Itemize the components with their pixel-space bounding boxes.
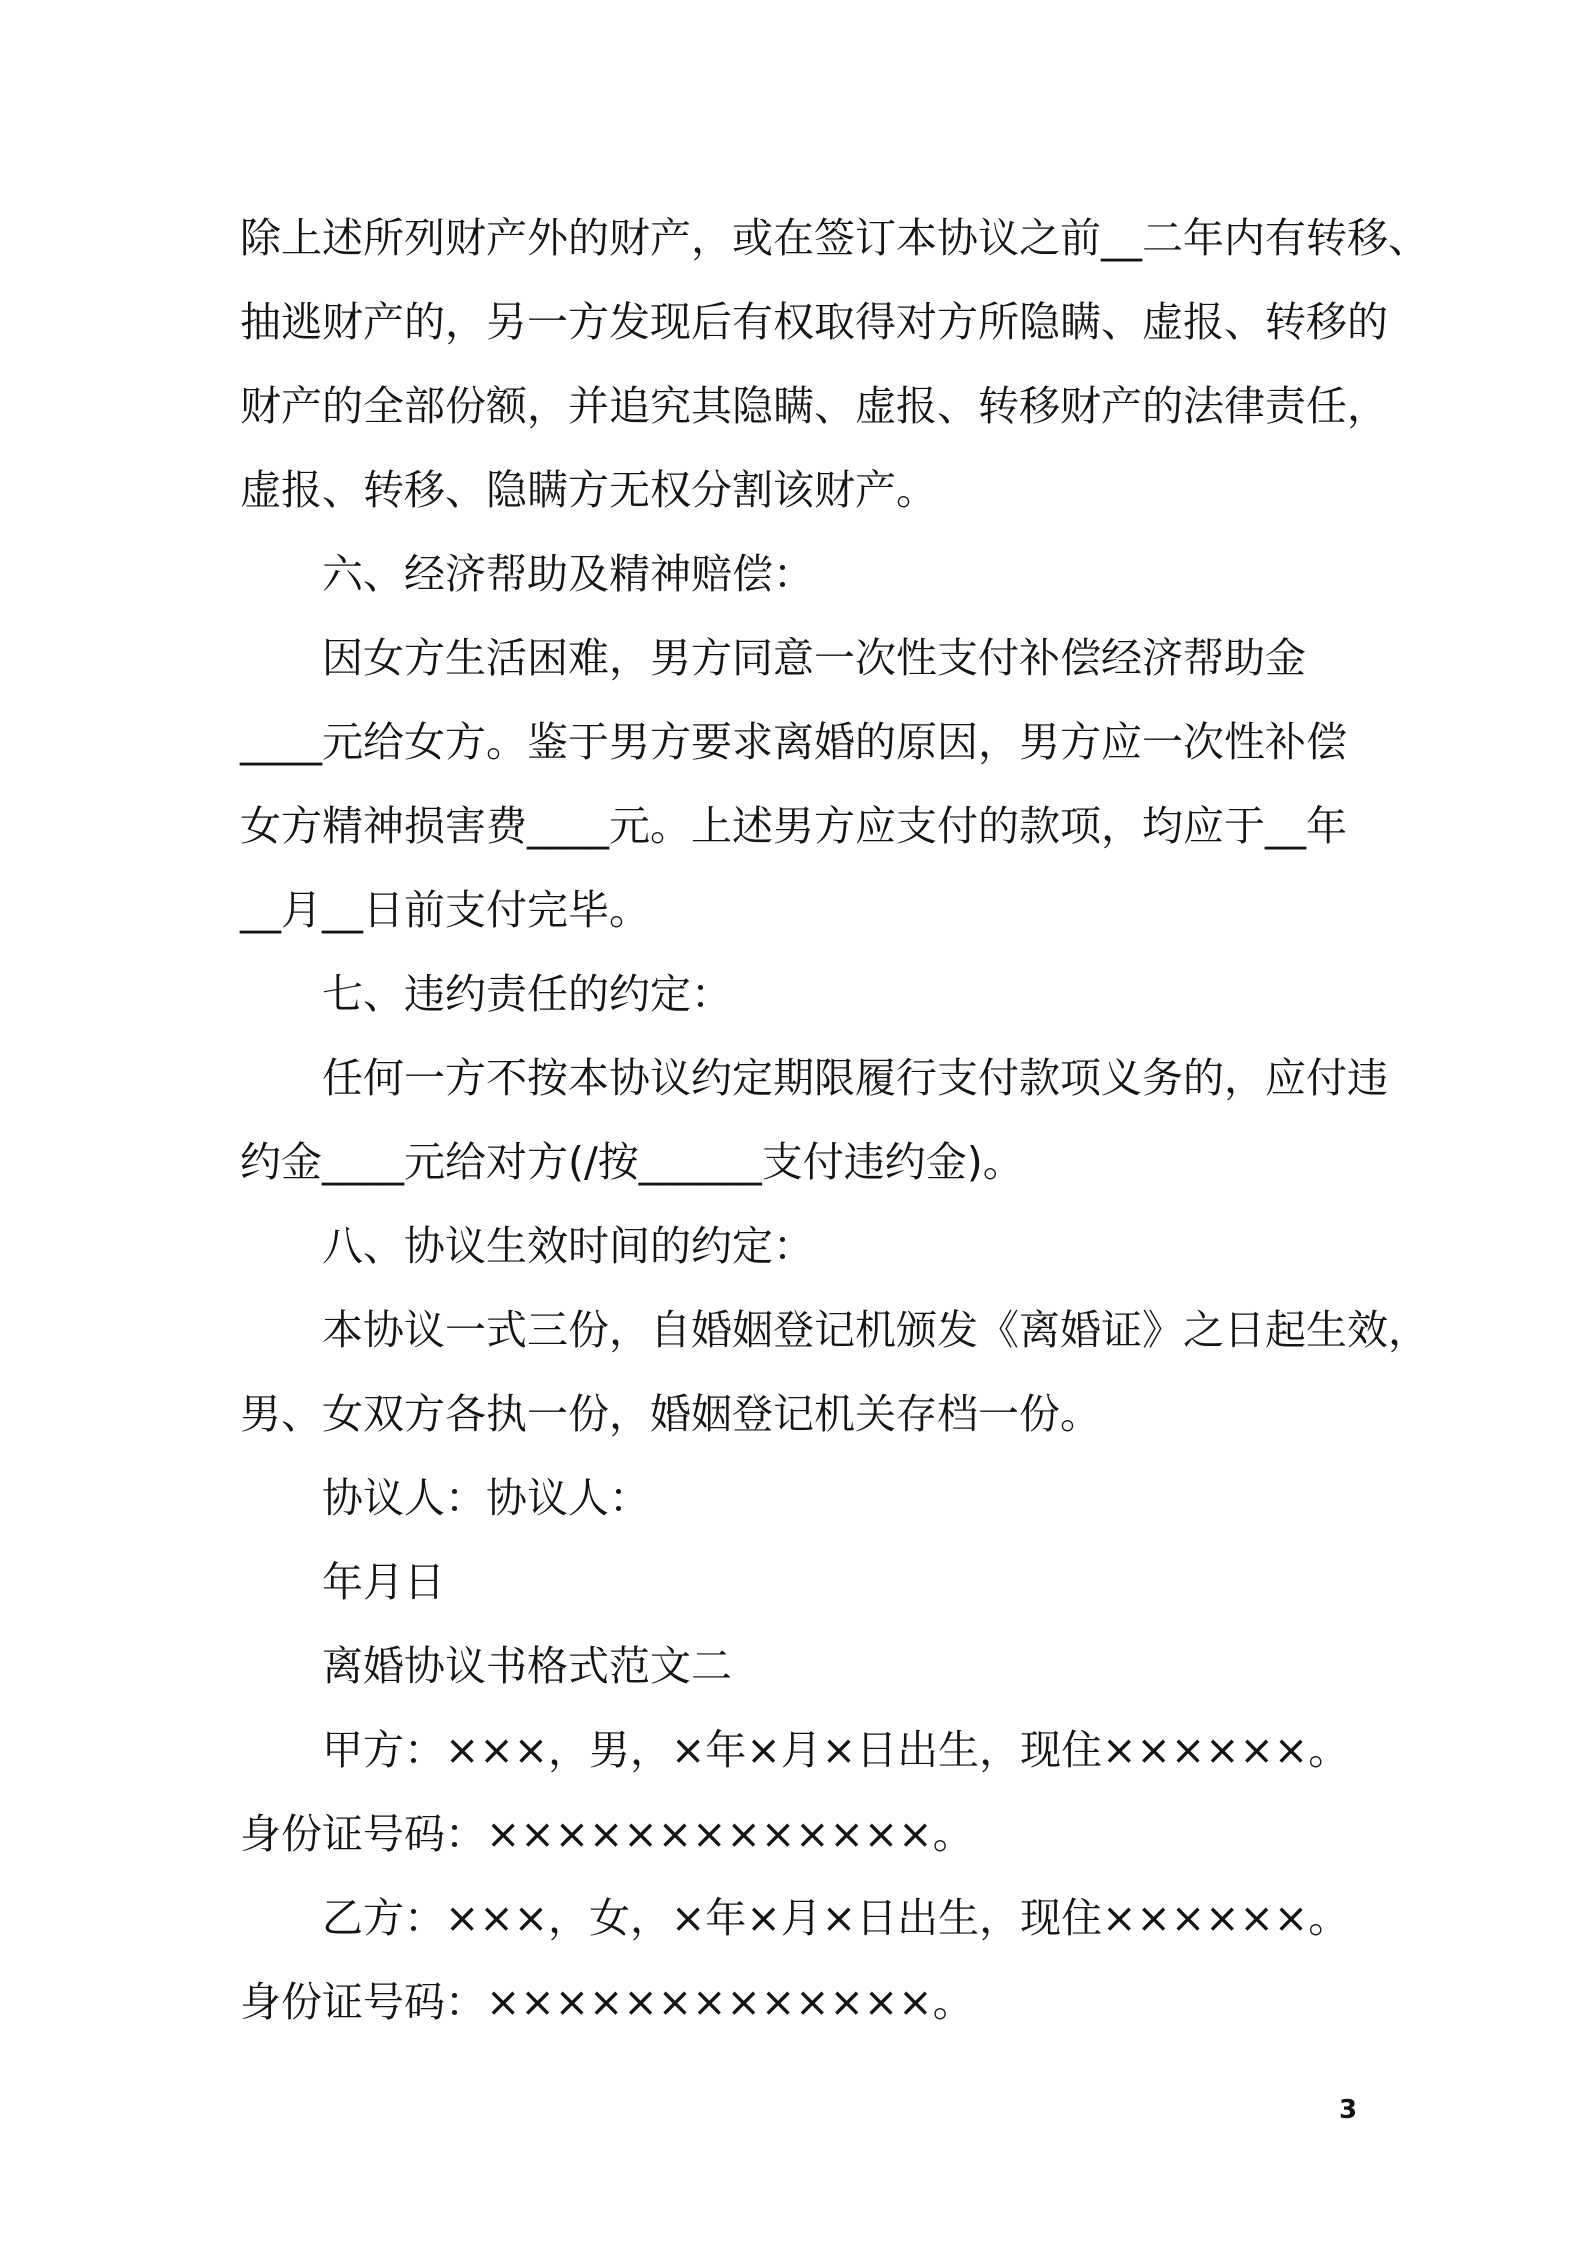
document-subtitle: 离婚协议书格式范文二: [322, 1642, 732, 1690]
signature-line: 协议人：协议人：: [322, 1474, 650, 1522]
section-heading: 七、违约责任的约定：: [322, 970, 732, 1018]
section-heading: 六、经济帮助及精神赔偿：: [322, 550, 814, 598]
date-line: 年月日: [322, 1558, 445, 1606]
document-body: [240, 196, 1429, 2044]
party-a-id-line: 身份证号码：×××××××××××××。: [240, 1810, 974, 1858]
paragraph-line: 因女方生活困难，男方同意一次性支付补偿经济帮助金: [322, 634, 1306, 682]
page-number: 3: [1338, 2095, 1358, 2125]
paragraph-line: 本协议一式三份，自婚姻登记机颁发《离婚证》之日起生效，: [322, 1306, 1429, 1354]
paragraph-line: __月__日前支付完毕。: [240, 886, 650, 934]
paragraph-line: 任何一方不按本协议约定期限履行支付款项义务的，应付违: [322, 1054, 1388, 1102]
section-heading: 八、协议生效时间的约定：: [322, 1222, 814, 1270]
paragraph-line: 抽逃财产的，另一方发现后有权取得对方所隐瞒、虚报、转移的: [240, 298, 1388, 346]
paragraph-line: 男、女双方各执一份，婚姻登记机关存档一份。: [240, 1390, 1101, 1438]
party-a-line: 甲方：×××，男，×年×月×日出生，现住××××××。: [322, 1726, 1350, 1774]
party-b-id-line: 身份证号码：×××××××××××××。: [240, 1978, 974, 2026]
paragraph-line: 财产的全部份额，并追究其隐瞒、虚报、转移财产的法律责任，: [240, 382, 1388, 430]
party-b-line: 乙方：×××，女，×年×月×日出生，现住××××××。: [322, 1894, 1350, 1942]
paragraph-line: 除上述所列财产外的财产，或在签订本协议之前__二年内有转移、: [240, 214, 1429, 262]
paragraph-line: 约金____元给对方(/按______支付违约金)。: [240, 1138, 1024, 1186]
paragraph-line: 女方精神损害费____元。上述男方应支付的款项，均应于__年: [240, 802, 1347, 850]
paragraph-line: 虚报、转移、隐瞒方无权分割该财产。: [240, 466, 937, 514]
paragraph-line: ____元给女方。鉴于男方要求离婚的原因，男方应一次性补偿: [240, 718, 1347, 766]
